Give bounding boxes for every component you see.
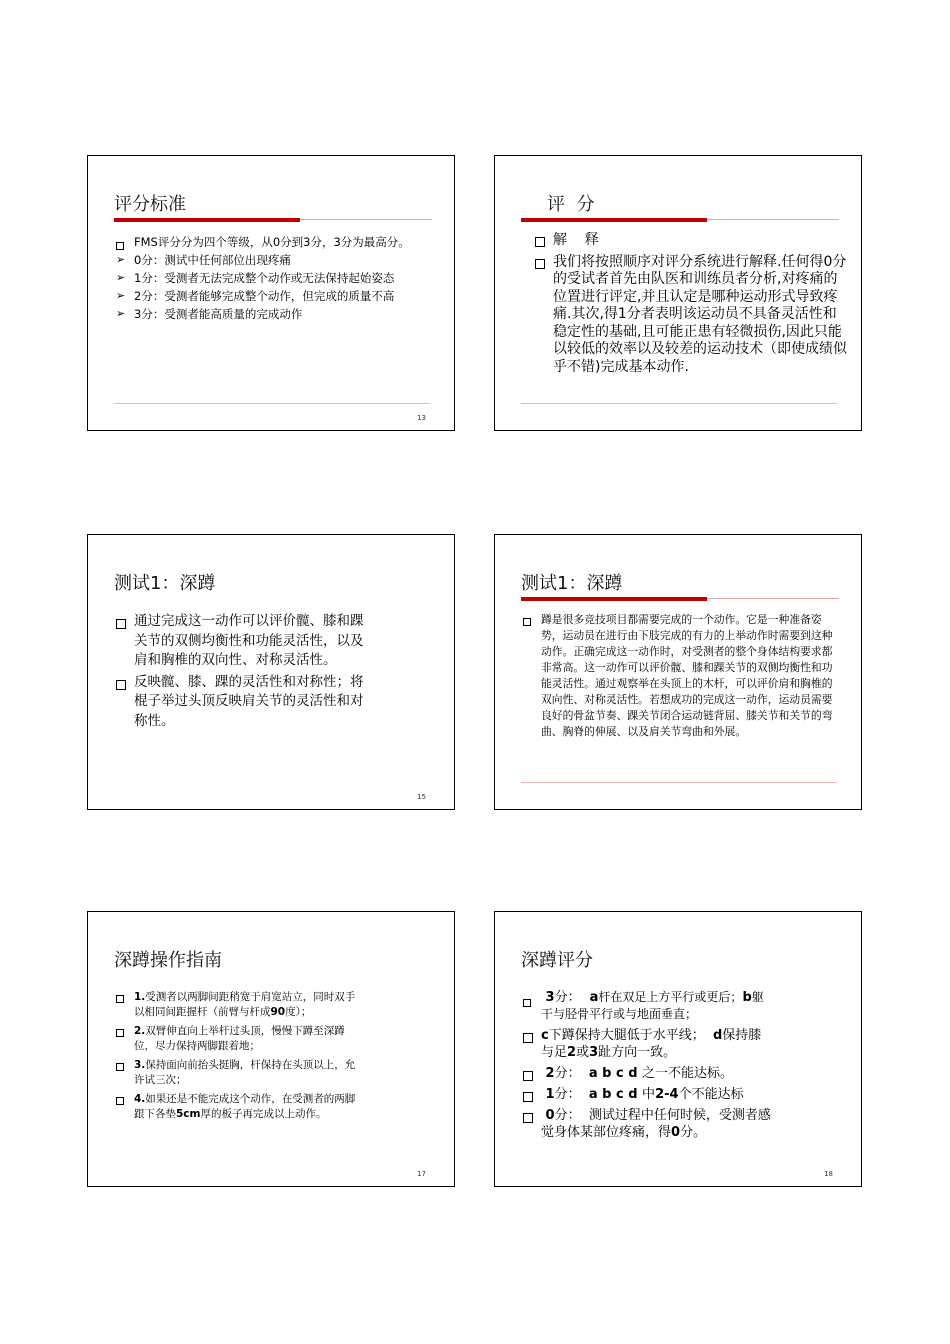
title-underline (521, 597, 707, 601)
list-item: c下蹲保持大腿低于水平线； d保持膝与足2或3趾方向一致。 (523, 1027, 773, 1061)
slide-title: 深蹲操作指南 (114, 950, 222, 971)
slide-17 (87, 911, 455, 1187)
list-item: 0分： 测试过程中任何时候，受测者感觉身体某部位疼痛，得0分。 (523, 1107, 773, 1141)
checkbox-bullet-icon (116, 1061, 124, 1076)
list-item: ➢ 0分：测试中任何部位出现疼痛 (116, 253, 291, 267)
title-rule (707, 219, 839, 220)
list-item: 反映髋、膝、踝的灵活性和对称性；将棍子举过头顶反映肩关节的灵活性和对称性。 (116, 673, 374, 732)
checkbox-bullet-icon (523, 995, 531, 1012)
title-underline (114, 218, 300, 222)
arrow-bullet-icon: ➢ (116, 271, 126, 284)
bullet-list (535, 232, 847, 376)
slide-title: 测试1：深蹲 (521, 573, 623, 594)
checkbox-bullet-icon (523, 1090, 533, 1107)
list-item: 3.保持面向前抬头挺胸，杆保持在头顶以上，允许试三次； (116, 1058, 356, 1088)
checkbox-bullet-icon (523, 1111, 533, 1128)
slide-14 (494, 155, 862, 431)
list-item: 4.如果还是不能完成这个动作，在受测者的两脚跟下各垫5cm厚的板子再完成以上动作。 (116, 1092, 356, 1122)
checkbox-bullet-icon (523, 1069, 533, 1086)
list-item: ➢ 2分：受测者能够完成整个动作，但完成的质量不高 (116, 289, 395, 303)
bullet-list (523, 612, 835, 740)
list-item: 1分： a b c d 中2-4个不能达标 (523, 1086, 773, 1103)
title-rule (300, 219, 432, 220)
bullet-list (116, 233, 432, 323)
slide-title: 深蹲评分 (521, 950, 593, 971)
list-item: 解 释 (535, 232, 847, 250)
checkbox-bullet-icon (116, 616, 126, 636)
title-underline (521, 218, 707, 222)
arrow-bullet-icon: ➢ (116, 307, 126, 320)
checkbox-bullet-icon (116, 1027, 124, 1042)
list-item: ➢ 3分：受测者能高质量的完成动作 (116, 307, 303, 321)
slide-title: 测试1：深蹲 (114, 573, 216, 594)
checkbox-bullet-icon (116, 1095, 124, 1110)
arrow-bullet-icon: ➢ (116, 289, 126, 302)
slide-13 (87, 155, 455, 431)
checkbox-bullet-icon (116, 677, 126, 697)
slide-15 (87, 534, 455, 810)
checkbox-bullet-icon (116, 993, 124, 1008)
list-item: 通过完成这一动作可以评价髋、膝和踝关节的双侧均衡性和功能灵活性，以及肩和胸椎的双向性、对称灵活性。 (116, 612, 374, 671)
footer-rule (521, 782, 837, 783)
slide-title: 评分标准 (114, 194, 186, 215)
list-item: 蹲是很多竞技项目都需要完成的一个动作。它是一种准备姿势，运动员在进行由下肢完成的有力的上举动作时需要到这种动作。正确完成这一动作时，对受测者的整个身体结构要求都非常高。这一动作可以评价髋、膝和踝关节的双侧均衡性和功能灵活性。通过观察举在头顶上的木杆，可以评价肩和胸椎的双向性、对称灵活性。若想成功的完成这一动作，运动员需要良好的骨盆节奏、踝关节闭合运动链背屈、膝关节和关节的弯曲、胸脊的伸展、以及肩关节弯曲和外展。 (523, 612, 835, 740)
slide-16 (494, 534, 862, 810)
list-item: 1.受测者以两脚间距稍宽于肩宽站立，同时双手以相同间距握杆（前臂与杆成90度）； (116, 990, 356, 1020)
list-item: FMS评分分为四个等级，从0分到3分，3分为最高分。 (116, 233, 432, 251)
page-number: 15 (417, 793, 426, 801)
list-item: 2.双臂伸直向上举杆过头顶，慢慢下蹲至深蹲位，尽力保持两脚跟着地； (116, 1024, 356, 1054)
title-rule (707, 598, 839, 599)
slide-title: 评 分 (547, 194, 595, 215)
list-item: 3分： a杆在双足上方平行或更后；b躯干与胫骨平行或与地面垂直； (523, 989, 773, 1023)
bullet-list (523, 989, 773, 1141)
arrow-bullet-icon: ➢ (116, 253, 126, 266)
slide-18 (494, 911, 862, 1187)
checkbox-bullet-icon (523, 1031, 533, 1048)
checkbox-bullet-icon (535, 235, 545, 253)
footer-rule (114, 403, 430, 404)
page-number: 18 (824, 1170, 833, 1178)
list-item: ➢ 1分：受测者无法完成整个动作或无法保持起始姿态 (116, 271, 395, 285)
footer-rule (521, 403, 837, 404)
checkbox-bullet-icon (523, 615, 531, 631)
checkbox-bullet-icon (535, 257, 545, 275)
list-item: 我们将按照顺序对评分系统进行解释.任何得0分的受试者首先由队医和训练员者分析,对疼痛的位置进行评定,并且认定是哪种运动形式导致疼痛.其次,得1分者表明该运动员不具备灵活性和稳定性的基础,且可能正患有轻微损伤,因此只能以较低的效率以及较差的运动技术（即使成绩似乎不错)完成基本动作. (535, 254, 847, 377)
list-item: 2分： a b c d 之一不能达标。 (523, 1065, 773, 1082)
bullet-list (116, 612, 374, 731)
page-number: 13 (417, 414, 426, 422)
page-number: 17 (417, 1170, 426, 1178)
bullet-list (116, 990, 356, 1122)
